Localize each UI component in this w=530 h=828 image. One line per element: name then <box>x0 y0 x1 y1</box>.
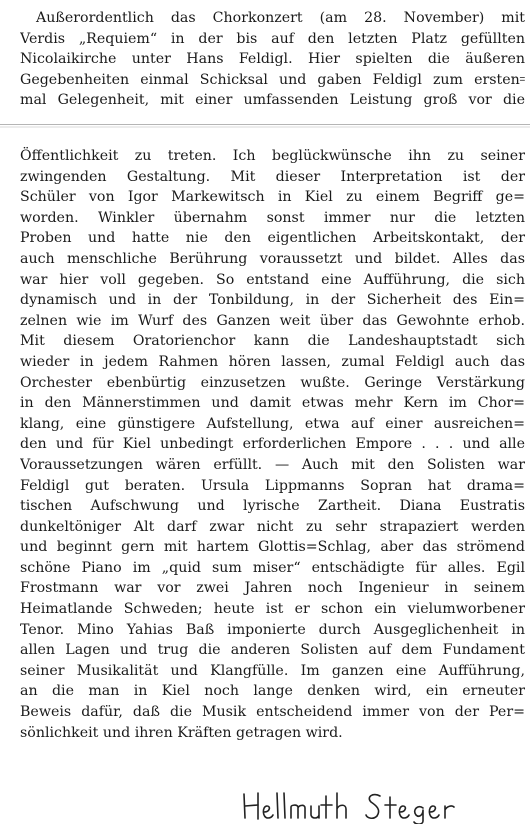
text-line: zwingenden Gestaltung. Mit dieser Interpretation ist der <box>20 168 525 185</box>
text-line: Öffentlichkeit zu treten. Ich beglückwünsche ihn zu seiner <box>20 148 525 164</box>
article-paragraph-top <box>20 8 525 111</box>
text-line: Proben und hatte nie den eigentlichen Arbeitskontakt, der <box>20 230 525 247</box>
text-line: den und für Kiel unbedingt erforderlichen Empore . . . und alle <box>20 436 525 453</box>
text-line: auch menschliche Berührung voraussetzt und bildet. Alles das <box>20 250 525 267</box>
text-line: sönlichkeit und ihren Kräften getragen wird. <box>20 724 343 741</box>
text-line: zelnen wie im Wurf des Ganzen weit über das Gewohnte erhob. <box>20 312 525 329</box>
text-line: Voraussetzungen wären erfüllt. — Auch mit den Solisten war <box>20 456 525 473</box>
text-line: Schüler von Igor Markewitsch in Kiel zu einem Begriff ge= <box>20 189 525 206</box>
handwritten-signature <box>240 788 480 824</box>
text-line: war hier voll gegeben. So entstand eine Aufführung, die sich <box>20 271 525 288</box>
text-line: dynamisch und in der Tonbildung, in der Sicherheit des Ein= <box>20 292 525 309</box>
text-line: Verdis „Requiem“ in der bis auf den letzten Platz gefüllten <box>20 30 525 47</box>
text-line: und beginnt gern mit hartem Glottis=Schlag, aber das strömend <box>20 539 525 556</box>
text-line: schöne Piano im „quid sum miser“ entschädigte für alles. Egil <box>20 559 525 576</box>
text-line: Feldigl gut beraten. Ursula Lippmanns Sopran hat drama= <box>20 477 525 494</box>
text-line: Außerordentlich das Chorkonzert (am 28. November) mit <box>36 10 525 26</box>
text-line: dunkeltöniger Alt darf zwar nicht zu sehr strapaziert werden <box>20 518 525 535</box>
text-line: an die man in Kiel noch lange denken wird, ein erneuter <box>20 683 525 700</box>
text-line: Mit diesem Oratorienchor kann die Landeshauptstadt sich <box>20 333 525 350</box>
text-line: Tenor. Mino Yahias Baß imponierte durch Ausgeglichenheit in <box>20 621 525 638</box>
text-line: Orchester ebenbürtig einzusetzen wußte. Geringe Verstärkung <box>20 374 525 391</box>
text-line: allen Lagen und trug die anderen Solisten auf dem Fundament <box>20 642 525 659</box>
text-line: Gegebenheiten einmal Schicksal und gaben Feldigl zum ersten꞊ <box>20 71 525 88</box>
text-line: Heimatlande Schweden; heute ist er schon ein vielumworbener <box>20 601 525 618</box>
text-line: worden. Winkler übernahm sonst immer nur die letzten <box>20 209 525 226</box>
text-line: Nicolaikirche unter Hans Feldigl. Hier spielten die äußeren <box>20 51 525 68</box>
text-line: Frostmann war vor zwei Jahren noch Ingenieur in seinem <box>20 580 525 597</box>
page-fold-divider <box>0 124 530 128</box>
text-line: klang, eine günstigere Aufstellung, etwa auf einer ausreichen= <box>20 415 525 432</box>
text-line: mal Gelegenheit, mit einer umfassenden Leistung groß vor die <box>20 92 525 109</box>
text-line: Beweis dafür, daß die Musik entscheidend immer von der Per= <box>20 704 525 721</box>
text-line: tischen Aufschwung und lyrische Zartheit. Diana Eustratis <box>20 498 525 515</box>
text-line: seiner Musikalität und Klangfülle. Im ganzen eine Aufführung, <box>20 662 525 679</box>
text-line: wieder in jedem Rahmen hören lassen, zumal Feldigl auch das <box>20 353 525 370</box>
text-line: in den Männerstimmen und damit etwas mehr Kern im Chor= <box>20 395 525 412</box>
article-paragraph-main <box>20 146 525 743</box>
